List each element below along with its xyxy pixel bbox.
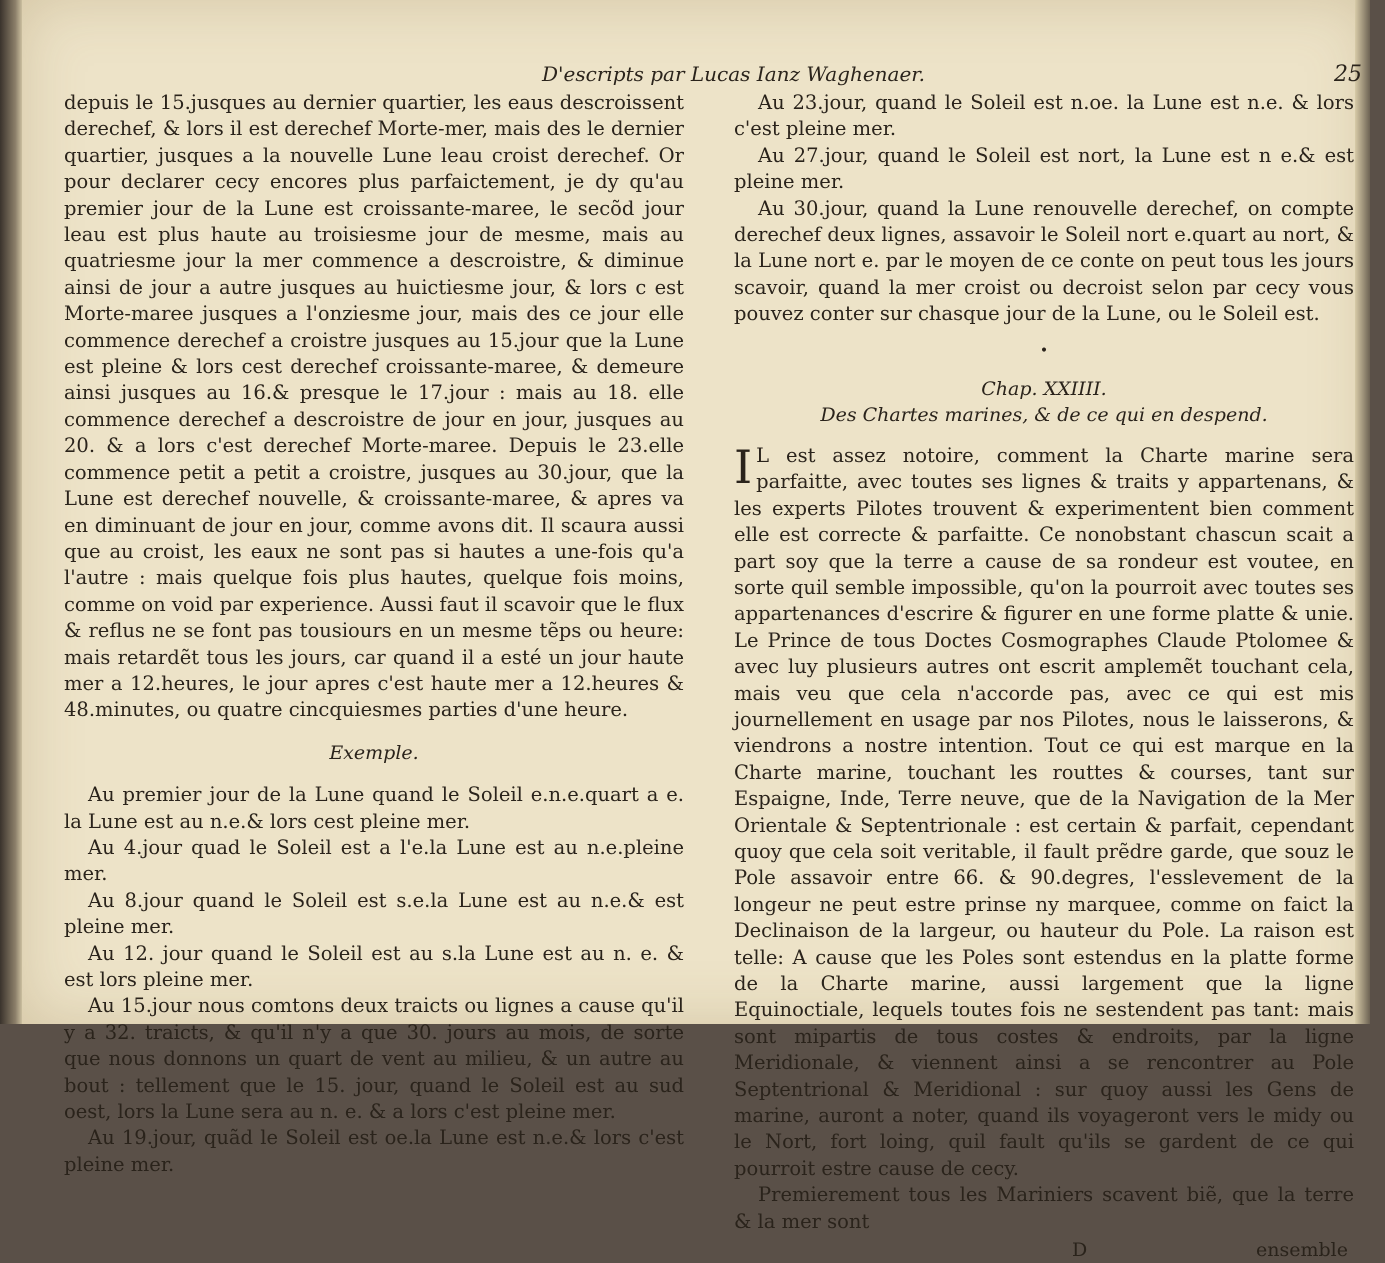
signature-mark: D: [1072, 1239, 1088, 1262]
body-paragraph: Au 30.jour, quand la Lune renouvelle derechef, on compte derechef deux lignes, assavoir le Soleil nort e.quart au nort, & la Lune nort e. par le moyen de ce conte on peut tous les jours scavoir, quand la mer croist ou decroist selon par cecy vous pouvez conter sur chasque jour de la Lune, ou le Soleil est.: [734, 196, 1354, 326]
chapter-paragraph: [734, 439, 1354, 1182]
right-column: [734, 90, 1354, 1261]
page-edge: [1355, 0, 1370, 1024]
body-paragraph: Au 23.jour, quand le Soleil est n.oe. la Lune est n.e. & lors c'est pleine mer.: [734, 91, 1354, 141]
left-page-gutter: [0, 0, 22, 1024]
body-paragraph: Premierement tous les Mariniers scavent biẽ, que la terre & la mer sont: [734, 1183, 1354, 1233]
drop-capital: I: [734, 439, 753, 494]
exemple-heading: Exemple.: [329, 741, 419, 764]
ornament-mark: •: [1039, 342, 1049, 359]
page-number: 25: [1334, 62, 1362, 87]
exemple-paragraph: Au 4.jour quad le Soleil est a l'e.la Lune est au n.e.pleine mer.: [64, 835, 684, 886]
catchword: ensemble: [1256, 1239, 1348, 1262]
exemple-paragraph: Au premier jour de la Lune quand le Soleil e.n.e.quart a e. la Lune est au n.e.& lors cest pleine mer.: [64, 783, 684, 833]
exemple-paragraph: Au 12. jour quand le Soleil est au s.la Lune est au n. e. & est lors pleine mer.: [64, 941, 684, 991]
body-paragraph: depuis le 15.jusques au dernier quartier, les eaus descroissent derechef, & lors il est derechef Morte-mer, mais des le dernier quartier, jusques a la nouvelle Lune leau croist derechef. Or pour declarer cecy encores plus parfaictement, je dy qu'au premier jour de la Lune est croissante-maree, le secõd jour leau est plus haute au troisiesme jour de mesme, mais au quatriesme jour la mer commence a descroistre, & diminue ainsi de jour a autre jusques au huictiesme jour, & lors c est Morte-maree jusques a l'onziesme jour, mais des ce jour elle commence derechef a croistre jusques au 15.jour que la Lune est pleine & lors cest derechef croissante-maree, & demeure ainsi jusques au 16.& presque le 17.jour : mais au 18. elle commence derechef a descroistre de jour en jour, jusques au 20. & a lors c'est derechef Morte-maree. Depuis le 23.elle commence petit a petit a croistre, jusques au 30.jour, que la Lune est derechef nouvelle, & croissante-maree, & apres va en diminuant de jour en jour, comme avons dit. Il scaura aussi que au croist, les eaux ne sont pas si hautes a une-fois qu'a l'autre : mais quelque fois plus hautes, quelque fois moins, comme on void par experience. Aussi faut il scavoir que le flux & reflus ne se font pas tousiours en un mesme tẽps ou heure: mais retardẽt tous les jours, car quand il a esté un jour haute mer a 12.heures, le jour apres c'est haute mer a 12.heures & 48.minutes, ou quatre cincquiesmes parties d'une heure.: [64, 91, 684, 722]
running-title: D'escripts par Lucas Ianz Waghenaer.: [542, 62, 926, 86]
book-page: [22, 0, 1370, 1262]
left-column: [64, 90, 684, 1178]
exemple-paragraph: Au 15.jour nous comtons deux traicts ou lignes a cause qu'il y a 32. traicts, & qu'il n'y a que 30. jours au mois, de sorte que nous donnons un quart de vent au milieu, & un autre au bout : tellement que le 15. jour, quand le Soleil est au sud oest, lors la Lune sera au n. e. & a lors c'est pleine mer.: [64, 994, 684, 1124]
chapter-title: Des Chartes marines, & de ce qui en despend.: [820, 404, 1268, 427]
exemple-paragraph: Au 8.jour quand le Soleil est s.e.la Lune est au n.e.& est pleine mer.: [64, 888, 684, 939]
exemple-paragraph: Au 19.jour, quãd le Soleil est oe.la Lune est n.e.& lors c'est pleine mer.: [64, 1126, 684, 1176]
chapter-text: L est assez notoire, comment la Charte marine sera parfaitte, avec toutes ses lignes & traits y appartenans, & les experts Pilotes trouvent & experimentent bien comment elle est correcte & parfaitte. Ce nonobstant chascun scait a part soy que la terre a cause de sa rondeur est voutee, en sorte quil semble impossible, qu'on la pourroit avec toutes ses appartenances d'escrire & figurer en une forme platte & unie. Le Prince de tous Doctes Cosmographes Claude Ptolomee & avec luy plusieurs autres ont escrit amplemẽt touchant cela, mais veu que cela n'accorde pas, avec ce qui est mis journellement en usage par nos Pilotes, nous le laisserons, & viendrons a nostre intention. Tout ce qui est marque en la Charte marine, touchant les routtes & courses, tant sur Espaigne, Inde, Terre neuve, que de la Navigation de la Mer Orientale & Septentrionale : est certain & parfait, cependant quoy que cela soit veritable, il fault prẽdre garde, que souz le Pole assavoir entre 66. & 90.degres, l'esslevement de la longeur ne peut estre prinse ny marquee, comme on faict la Declinaison de la largeur, ou hauteur du Pole. La raison est telle: A cause que les Poles sont estendus en la platte forme de la Charte marine, aussi largement que la ligne Equinoctiale, lequels toutes fois ne sestendent pas tant: mais sont mipartis de tous costes & endroits, par la ligne Meridionale, & viennent ainsi a se rencontrer au Pole Septentrional & Meridional : sur quoy aussi les Gens de marine, auront a noter, quand ils voyageront vers le midy ou le Nort, fort loing, quil fault qu'ils se gardent de ce qui pourroit estre cause de cecy.: [734, 443, 1354, 1180]
page-footer: [734, 1237, 1354, 1261]
body-paragraph: Au 27.jour, quand le Soleil est nort, la Lune est n e.& est pleine mer.: [734, 143, 1354, 194]
chapter-number: Chap. XXIIII.: [981, 378, 1107, 401]
